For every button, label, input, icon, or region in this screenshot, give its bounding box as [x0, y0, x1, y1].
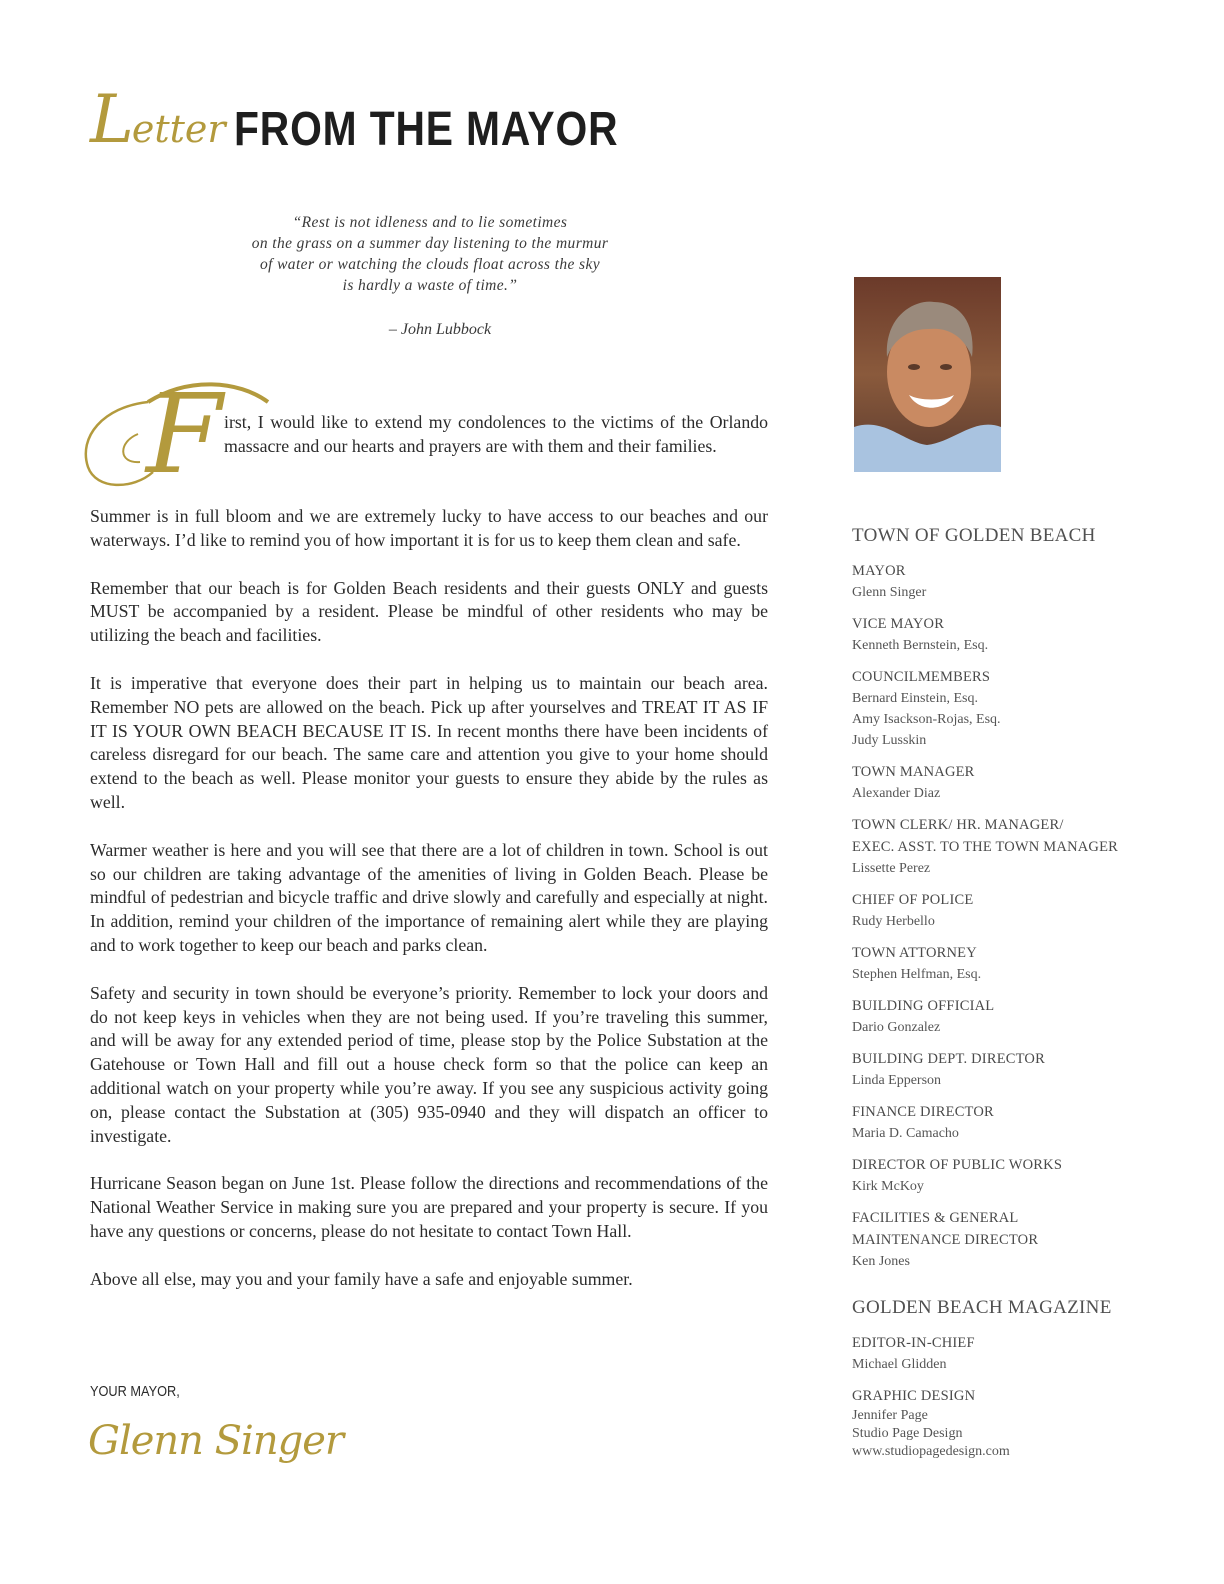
- directory-entry: [852, 761, 1182, 804]
- person-name: Amy Isackson-Rojas, Esq.: [852, 712, 1001, 727]
- directory-entry: [852, 1385, 1182, 1461]
- person-name: Kenneth Bernstein, Esq.: [852, 638, 989, 653]
- directory-entry: [852, 1101, 1182, 1144]
- letter-paragraph: Hurricane Season began on June 1st. Please follow the directions and recommendations of the National Weather Service in making sure you are prepared and your property is secure. If you have any questions or concerns, please do not hesitate to contact Town Hall.: [90, 1173, 768, 1241]
- town-heading: TOWN OF GOLDEN BEACH: [852, 525, 1096, 546]
- person-name: Dario Gonzalez: [852, 1020, 941, 1035]
- quote-line: of water or watching the clouds float across the sky: [259, 256, 601, 273]
- directory-entry: [852, 666, 1182, 751]
- person-name: Linda Epperson: [852, 1073, 942, 1088]
- epigraph-quote: [210, 212, 650, 296]
- letter-first-paragraph: irst, I would like to extend my condolences to the victims of the Orlando massacre and our hearts and prayers are with them and their families.: [224, 412, 768, 456]
- person-name: Jennifer Page: [852, 1408, 928, 1423]
- role-title: BUILDING OFFICIAL: [852, 998, 995, 1014]
- letter-body: [90, 505, 768, 1316]
- directory-entry: [852, 1332, 1182, 1375]
- letter-paragraph: Above all else, may you and your family have a safe and enjoyable summer.: [90, 1268, 633, 1289]
- directory-entry: [852, 995, 1182, 1038]
- quote-line: “Rest is not idleness and to lie sometimes: [292, 214, 568, 231]
- title-script: Letter: [90, 81, 226, 158]
- role-title: BUILDING DEPT. DIRECTOR: [852, 1051, 1045, 1067]
- directory-entry: [852, 889, 1182, 932]
- role-title: MAYOR: [852, 563, 906, 579]
- title-bold-text: FROM THE MAYOR: [233, 103, 618, 156]
- person-name: Judy Lusskin: [852, 733, 927, 748]
- person-name: Michael Glidden: [852, 1357, 947, 1372]
- website-text: www.studiopagedesign.com: [852, 1444, 1010, 1459]
- directory-entry: [852, 560, 1182, 603]
- role-title: GRAPHIC DESIGN: [852, 1388, 976, 1404]
- person-name: Bernard Einstein, Esq.: [852, 691, 978, 706]
- role-title: TOWN MANAGER: [852, 764, 975, 780]
- letter-paragraph: Summer is in full bloom and we are extremely lucky to have access to our beaches and our waterways. I’d like to remind you of how important it is for us to keep them clean and safe.: [90, 506, 768, 550]
- directory-entry: [852, 1207, 1182, 1272]
- person-name: Alexander Diaz: [852, 786, 941, 801]
- role-title-continued: MAINTENANCE DIRECTOR: [852, 1232, 1039, 1248]
- person-name: Stephen Helfman, Esq.: [852, 967, 982, 982]
- quote-author: – John Lubbock: [388, 321, 492, 338]
- staff-directory-sidebar: [852, 524, 1182, 1471]
- person-name: Rudy Herbello: [852, 914, 935, 929]
- directory-entry: [852, 814, 1182, 879]
- magazine-heading: GOLDEN BEACH MAGAZINE: [852, 1297, 1112, 1318]
- role-title: FINANCE DIRECTOR: [852, 1104, 994, 1120]
- role-title-continued: EXEC. ASST. TO THE TOWN MANAGER: [852, 839, 1119, 855]
- person-name: Ken Jones: [852, 1254, 910, 1269]
- role-title: COUNCILMEMBERS: [852, 669, 991, 685]
- quote-line: on the grass on a summer day listening to the murmur: [251, 235, 609, 252]
- mayor-photo: [854, 277, 1001, 472]
- company-name: Studio Page Design: [852, 1426, 963, 1441]
- mayor-portrait-image: [854, 277, 1001, 472]
- page-title: [90, 82, 686, 162]
- role-title: EDITOR-IN-CHIEF: [852, 1335, 975, 1351]
- person-name: Kirk McKoy: [852, 1179, 924, 1194]
- letter-paragraph: It is imperative that everyone does their part in helping us to maintain our beach area. Remember NO pets are allowed on the beach. Pick up after yourselves and TREAT IT AS IF IT IS YOUR OWN BEACH BECAUSE IT IS. In recent months there have been incidents of careless disregard for our beach. The same care and attention you give to your home should extend to the beach as well. Please monitor your guests to ensure they abide by the rules as well.: [90, 672, 768, 812]
- signoff-label: YOUR MAYOR,: [90, 1384, 180, 1400]
- role-title: FACILITIES & GENERAL: [852, 1210, 1019, 1226]
- letter-paragraph: Safety and security in town should be everyone’s priority. Remember to lock your doors and do not keep keys in vehicles when they are not being used. If you’re traveling this summer, and will be away for any extended period of time, please stop by the Police Substation at the Gatehouse or Town Hall and fill out a house check form so that the police can keep an additional watch on your property while you’re away. If you see any suspicious activity going on, please contact the Substation at (305) 935-0940 and they will dispatch an officer to investigate.: [90, 982, 768, 1146]
- role-title: TOWN ATTORNEY: [852, 945, 977, 961]
- letter-paragraph: Remember that our beach is for Golden Beach residents and their guests ONLY and guests MUST be accompanied by a resident. Please be mindful of other residents who may be utilizing the beach and facilities.: [90, 577, 768, 646]
- role-title: DIRECTOR OF PUBLIC WORKS: [852, 1157, 1063, 1173]
- directory-entry: [852, 1048, 1182, 1091]
- directory-entry: [852, 613, 1182, 656]
- drop-cap-letter: F: [146, 372, 223, 497]
- role-title: TOWN CLERK/ HR. MANAGER/: [852, 817, 1064, 833]
- directory-entry: [852, 1154, 1182, 1197]
- letter-paragraph: Warmer weather is here and you will see that there are a lot of children in town. School is out so our children are taking advantage of the amenities of living in Golden Beach. Please be mindful of pedestrian and bicycle traffic and drive slowly and carefully and especially at night. In addition, remind your children of the importance of remaining alert while they are playing and to work together to keep our beach and parks clean.: [90, 839, 768, 955]
- person-name: Lissette Perez: [852, 861, 931, 876]
- role-title: VICE MAYOR: [852, 616, 945, 632]
- person-name: Maria D. Camacho: [852, 1126, 959, 1141]
- mayor-signature: Glenn Singer: [88, 1418, 344, 1464]
- quote-line: is hardly a waste of time.”: [342, 277, 518, 294]
- directory-entry: [852, 942, 1182, 985]
- person-name: Glenn Singer: [852, 585, 927, 600]
- role-title: CHIEF OF POLICE: [852, 892, 974, 908]
